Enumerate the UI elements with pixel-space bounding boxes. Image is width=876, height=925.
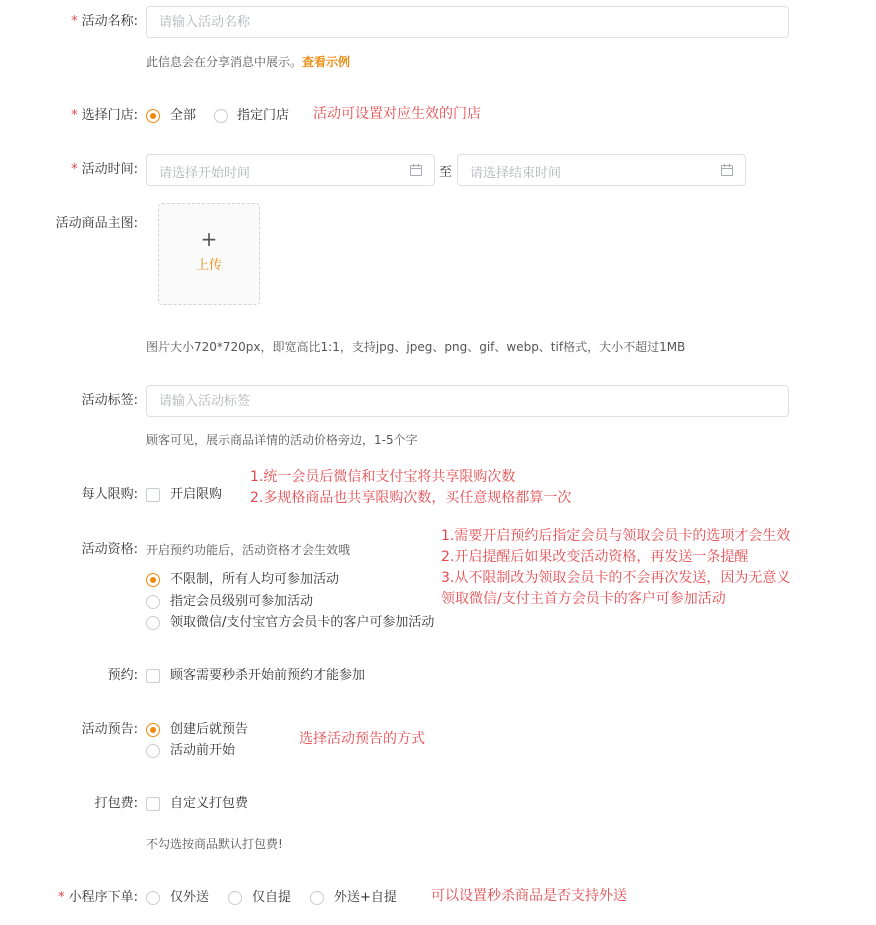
tag-hint: 顾客可见，展示商品详情的活动价格旁边，1-5个字	[146, 433, 418, 447]
qualification-label: 活动资格:	[81, 542, 138, 557]
start-time-placeholder: 请选择开始时间	[159, 166, 251, 181]
delivery-and-pickup-radio[interactable]	[310, 891, 324, 905]
limit-annotation-2: 2.多规格商品也共享限购次数，买任意规格都算一次	[250, 490, 572, 506]
preview-before-start-radio[interactable]	[146, 744, 160, 758]
end-time-placeholder: 请选择结束时间	[470, 166, 562, 181]
view-example-link[interactable]: 查看示例	[302, 55, 351, 69]
store-annotation: 活动可设置对应生效的门店	[313, 106, 481, 122]
qualification-annotation-2: 2.开启提醒后如果改变活动资格，再发送一条提醒	[441, 549, 749, 565]
mini-program-label: * 小程序下单:	[58, 890, 138, 905]
required-mark: *	[71, 108, 78, 123]
packing-label: 打包费:	[94, 796, 138, 811]
required-mark: *	[58, 890, 65, 905]
preview-on-create-radio[interactable]	[146, 723, 160, 737]
qualification-unlimited-radio[interactable]	[146, 573, 160, 587]
limit-label: 每人限购:	[81, 487, 138, 502]
packing-hint: 不勾选按商品默认打包费!	[146, 837, 283, 851]
store-label: * 选择门店:	[71, 108, 138, 123]
image-upload-button[interactable]	[158, 203, 260, 305]
qualification-member-level-label[interactable]: 指定会员级别可参加活动	[170, 594, 314, 609]
start-time-picker[interactable]	[146, 154, 435, 186]
plus-icon: +	[200, 227, 218, 251]
main-image-label: 活动商品主图:	[55, 216, 138, 231]
store-specific-radio[interactable]	[214, 109, 228, 123]
calendar-icon	[410, 164, 422, 176]
upload-text: 上传	[195, 258, 222, 273]
mini-program-annotation: 可以设置秒杀商品是否支持外送	[431, 888, 627, 904]
qualification-member-card-radio[interactable]	[146, 616, 160, 630]
preview-on-create-label[interactable]: 创建后就预告	[170, 722, 249, 737]
qualification-member-level-radio[interactable]	[146, 595, 160, 609]
delivery-only-label[interactable]: 仅外送	[170, 890, 210, 905]
delivery-and-pickup-label[interactable]: 外送+自提	[334, 890, 397, 905]
required-mark: *	[71, 162, 78, 177]
store-all-radio[interactable]	[146, 109, 160, 123]
activity-name-hint: 此信息会在分享消息中展示。查看示例	[146, 55, 351, 69]
tag-label: 活动标签:	[81, 393, 138, 408]
reservation-checkbox-label[interactable]: 顾客需要秒杀开始前预约才能参加	[170, 668, 366, 683]
activity-name-input[interactable]	[146, 6, 789, 38]
pickup-only-radio[interactable]	[228, 891, 242, 905]
reservation-label: 预约:	[107, 668, 138, 683]
store-specific-label[interactable]: 指定门店	[237, 108, 290, 123]
qualification-hint: 开启预约功能后，活动资格才会生效哦	[146, 543, 351, 557]
limit-annotation-1: 1.统一会员后微信和支付宝将共享限购次数	[250, 469, 516, 485]
required-mark: *	[71, 14, 78, 29]
delivery-only-radio[interactable]	[146, 891, 160, 905]
packing-checkbox[interactable]	[146, 797, 160, 811]
store-all-label[interactable]: 全部	[170, 108, 197, 123]
tag-input[interactable]	[146, 385, 789, 417]
end-time-picker[interactable]	[457, 154, 746, 186]
limit-checkbox-label[interactable]: 开启限购	[170, 487, 223, 502]
limit-checkbox[interactable]	[146, 488, 160, 502]
qualification-annotation-4: 领取微信/支付主首方会员卡的客户可参加活动	[441, 591, 726, 607]
qualification-member-card-label[interactable]: 领取微信/支付宝官方会员卡的客户可参加活动	[170, 615, 435, 630]
main-image-hint: 图片大小720*720px，即宽高比1:1，支持jpg、jpeg、png、gif、webp、tif格式，大小不超过1MB	[146, 340, 686, 354]
calendar-icon	[721, 164, 733, 176]
qualification-unlimited-label[interactable]: 不限制，所有人均可参加活动	[170, 572, 340, 587]
preview-annotation: 选择活动预告的方式	[299, 731, 425, 747]
preview-before-start-label[interactable]: 活动前开始	[170, 743, 236, 758]
packing-checkbox-label[interactable]: 自定义打包费	[170, 796, 249, 811]
qualification-annotation-3: 3.从不限制改为领取会员卡的不会再次发送，因为无意义	[441, 570, 791, 586]
preview-label: 活动预告:	[81, 722, 138, 737]
activity-name-label: * 活动名称:	[71, 14, 138, 29]
qualification-annotation-1: 1.需要开启预约后指定会员与领取会员卡的选项才会生效	[441, 528, 791, 544]
time-separator: 至	[439, 165, 453, 180]
pickup-only-label[interactable]: 仅自提	[252, 890, 292, 905]
reservation-checkbox[interactable]	[146, 669, 160, 683]
time-label: * 活动时间:	[71, 162, 138, 177]
